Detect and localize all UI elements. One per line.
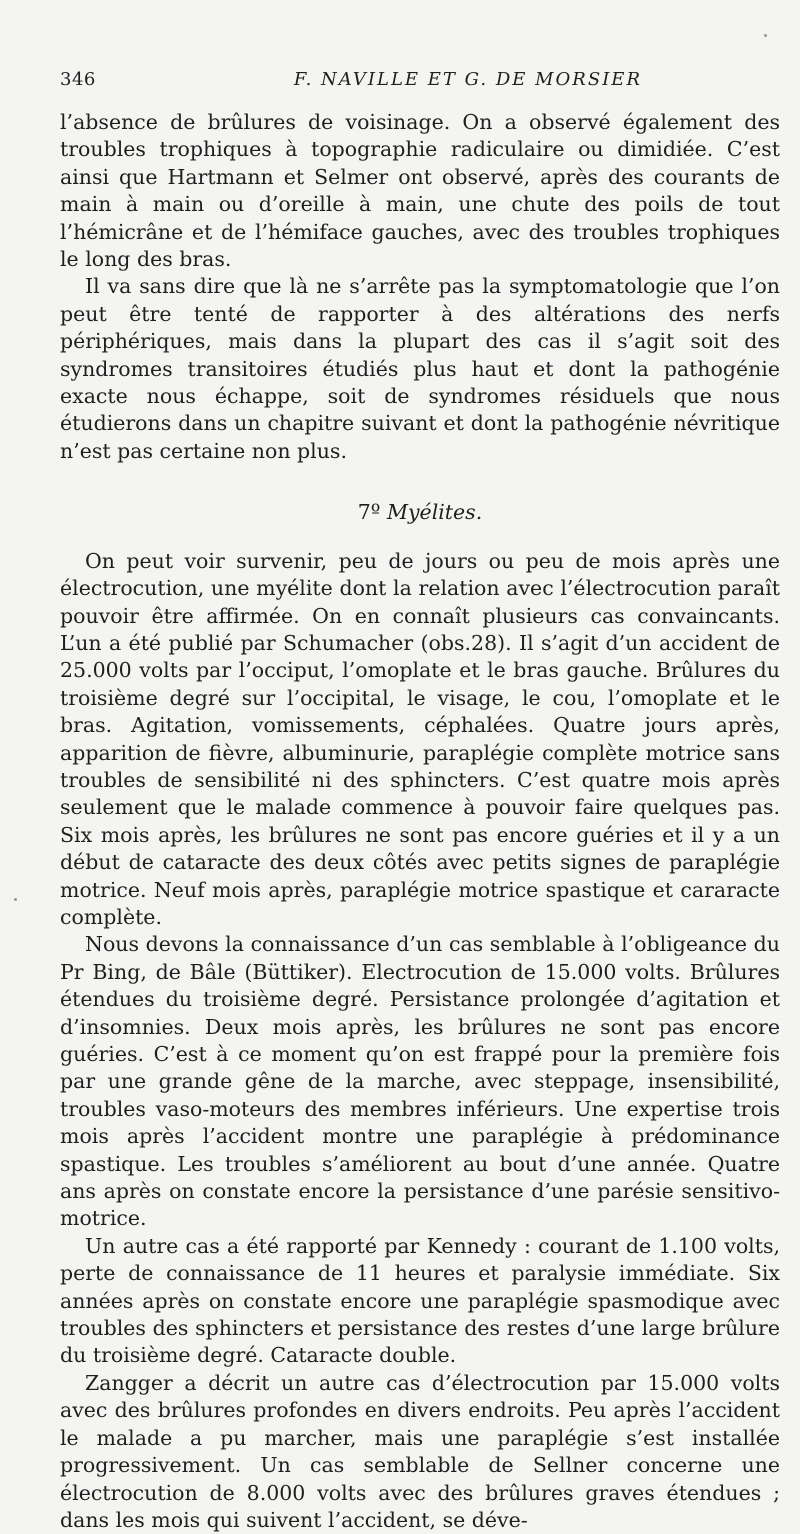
page-header — [60, 66, 780, 98]
book-page — [60, 66, 780, 1534]
paragraph-4: Nous devons la connaissance d’un cas semblable à l’obligeance du Pr Bing, de Bâle (Büttiker). Electrocution de 15.000 volts. Brûlures étendues du troisième degré. Persistance prolongée d’agitation et d’insomnies. Deux mois après, les brûlures ne sont pas encore guéries. C’est à ce moment qu’on est frappé pour la première fois par une grande gêne de la marche, avec steppage, insensibilité, troubles vaso-moteurs des membres inférieurs. Une expertise trois mois après l’accident montre une paraplégie à prédominance spastique. Les troubles s’améliorent au bout d’une année. Quatre ans après on constate encore la persistance d’une parésie sensitivo-motrice. — [60, 932, 780, 1231]
section-heading — [60, 499, 780, 526]
running-title: F. NAVILLE ET G. DE MORSIER — [293, 69, 642, 90]
paragraph-5: Un autre cas a été rapporté par Kennedy : courant de 1.100 volts, perte de connaissance de 11 heures et paralysie immédiate. Six années après on constate encore une paraplégie spasmodique avec troubles des sphincters et persistance des restes d’une large brûlure du troisième degré. Cataracte double. — [60, 1233, 780, 1368]
paragraph-1: l’absence de brûlures de voisinage. On a observé également des troubles trophiques à topographie radiculaire ou dimidiée. C’est ainsi que Hartmann et Selmer ont observé, après des courants de main à main ou d’oreille à main, une chute des poils de tout l’hémicrâne et de l’hémiface gauches, avec des troubles trophiques le long des bras. — [60, 110, 780, 272]
paragraph-2: Il va sans dire que là ne s’arrête pas la symptomatologie que l’on peut être tenté de rapporter à des altérations des nerfs périphériques, mais dans la plupart des cas il s’agit soit des syndromes transitoires étudiés plus haut et dont la pathogénie exacte nous échappe, soit de syndromes résiduels que nous étudierons dans un chapitre suivant et dont la pathogénie névritique n’est pas certaine non plus. — [60, 274, 780, 463]
paragraph-3: On peut voir survenir, peu de jours ou peu de mois après une électrocution, une myélite dont la relation avec l’électrocution paraît pouvoir être affirmée. On en connaît plusieurs cas convaincants. L’un a été publié par Schumacher (obs.28). Il s’agit d’un accident de 25.000 volts par l’occiput, l’omoplate et le bras gauche. Brûlures du troisième degré sur l’occipital, le visage, le cou, l’omoplate et le bras. Agitation, vomissements, céphalées. Quatre jours après, apparition de fièvre, albuminurie, paraplégie complète motrice sans troubles de sensibilité ni des sphincters. C’est quatre mois après seulement que le malade commence à pouvoir faire quelques pas. Six mois après, les brûlures ne sont pas encore guéries et il y a un début de cataracte des deux côtés avec petits signes de paraplégie motrice. Neuf mois après, paraplégie motrice spastique et cararacte complète. — [60, 548, 780, 929]
section-number: 7º — [357, 500, 381, 525]
page-number: 346 — [60, 69, 96, 90]
section-title: Myélites. — [386, 500, 483, 525]
margin-speck — [764, 34, 767, 37]
margin-speck — [14, 898, 17, 901]
paragraph-6: Zangger a décrit un autre cas d’électrocution par 15.000 volts avec des brûlures profondes en divers endroits. Peu après l’accident le malade a pu marcher, mais une paraplégie s’est installée progressivement. Un cas semblable de Sellner concerne une électrocution de 8.000 volts avec des brûlures graves étendues ; dans les mois qui suivent l’accident, se déve- — [60, 1370, 780, 1532]
